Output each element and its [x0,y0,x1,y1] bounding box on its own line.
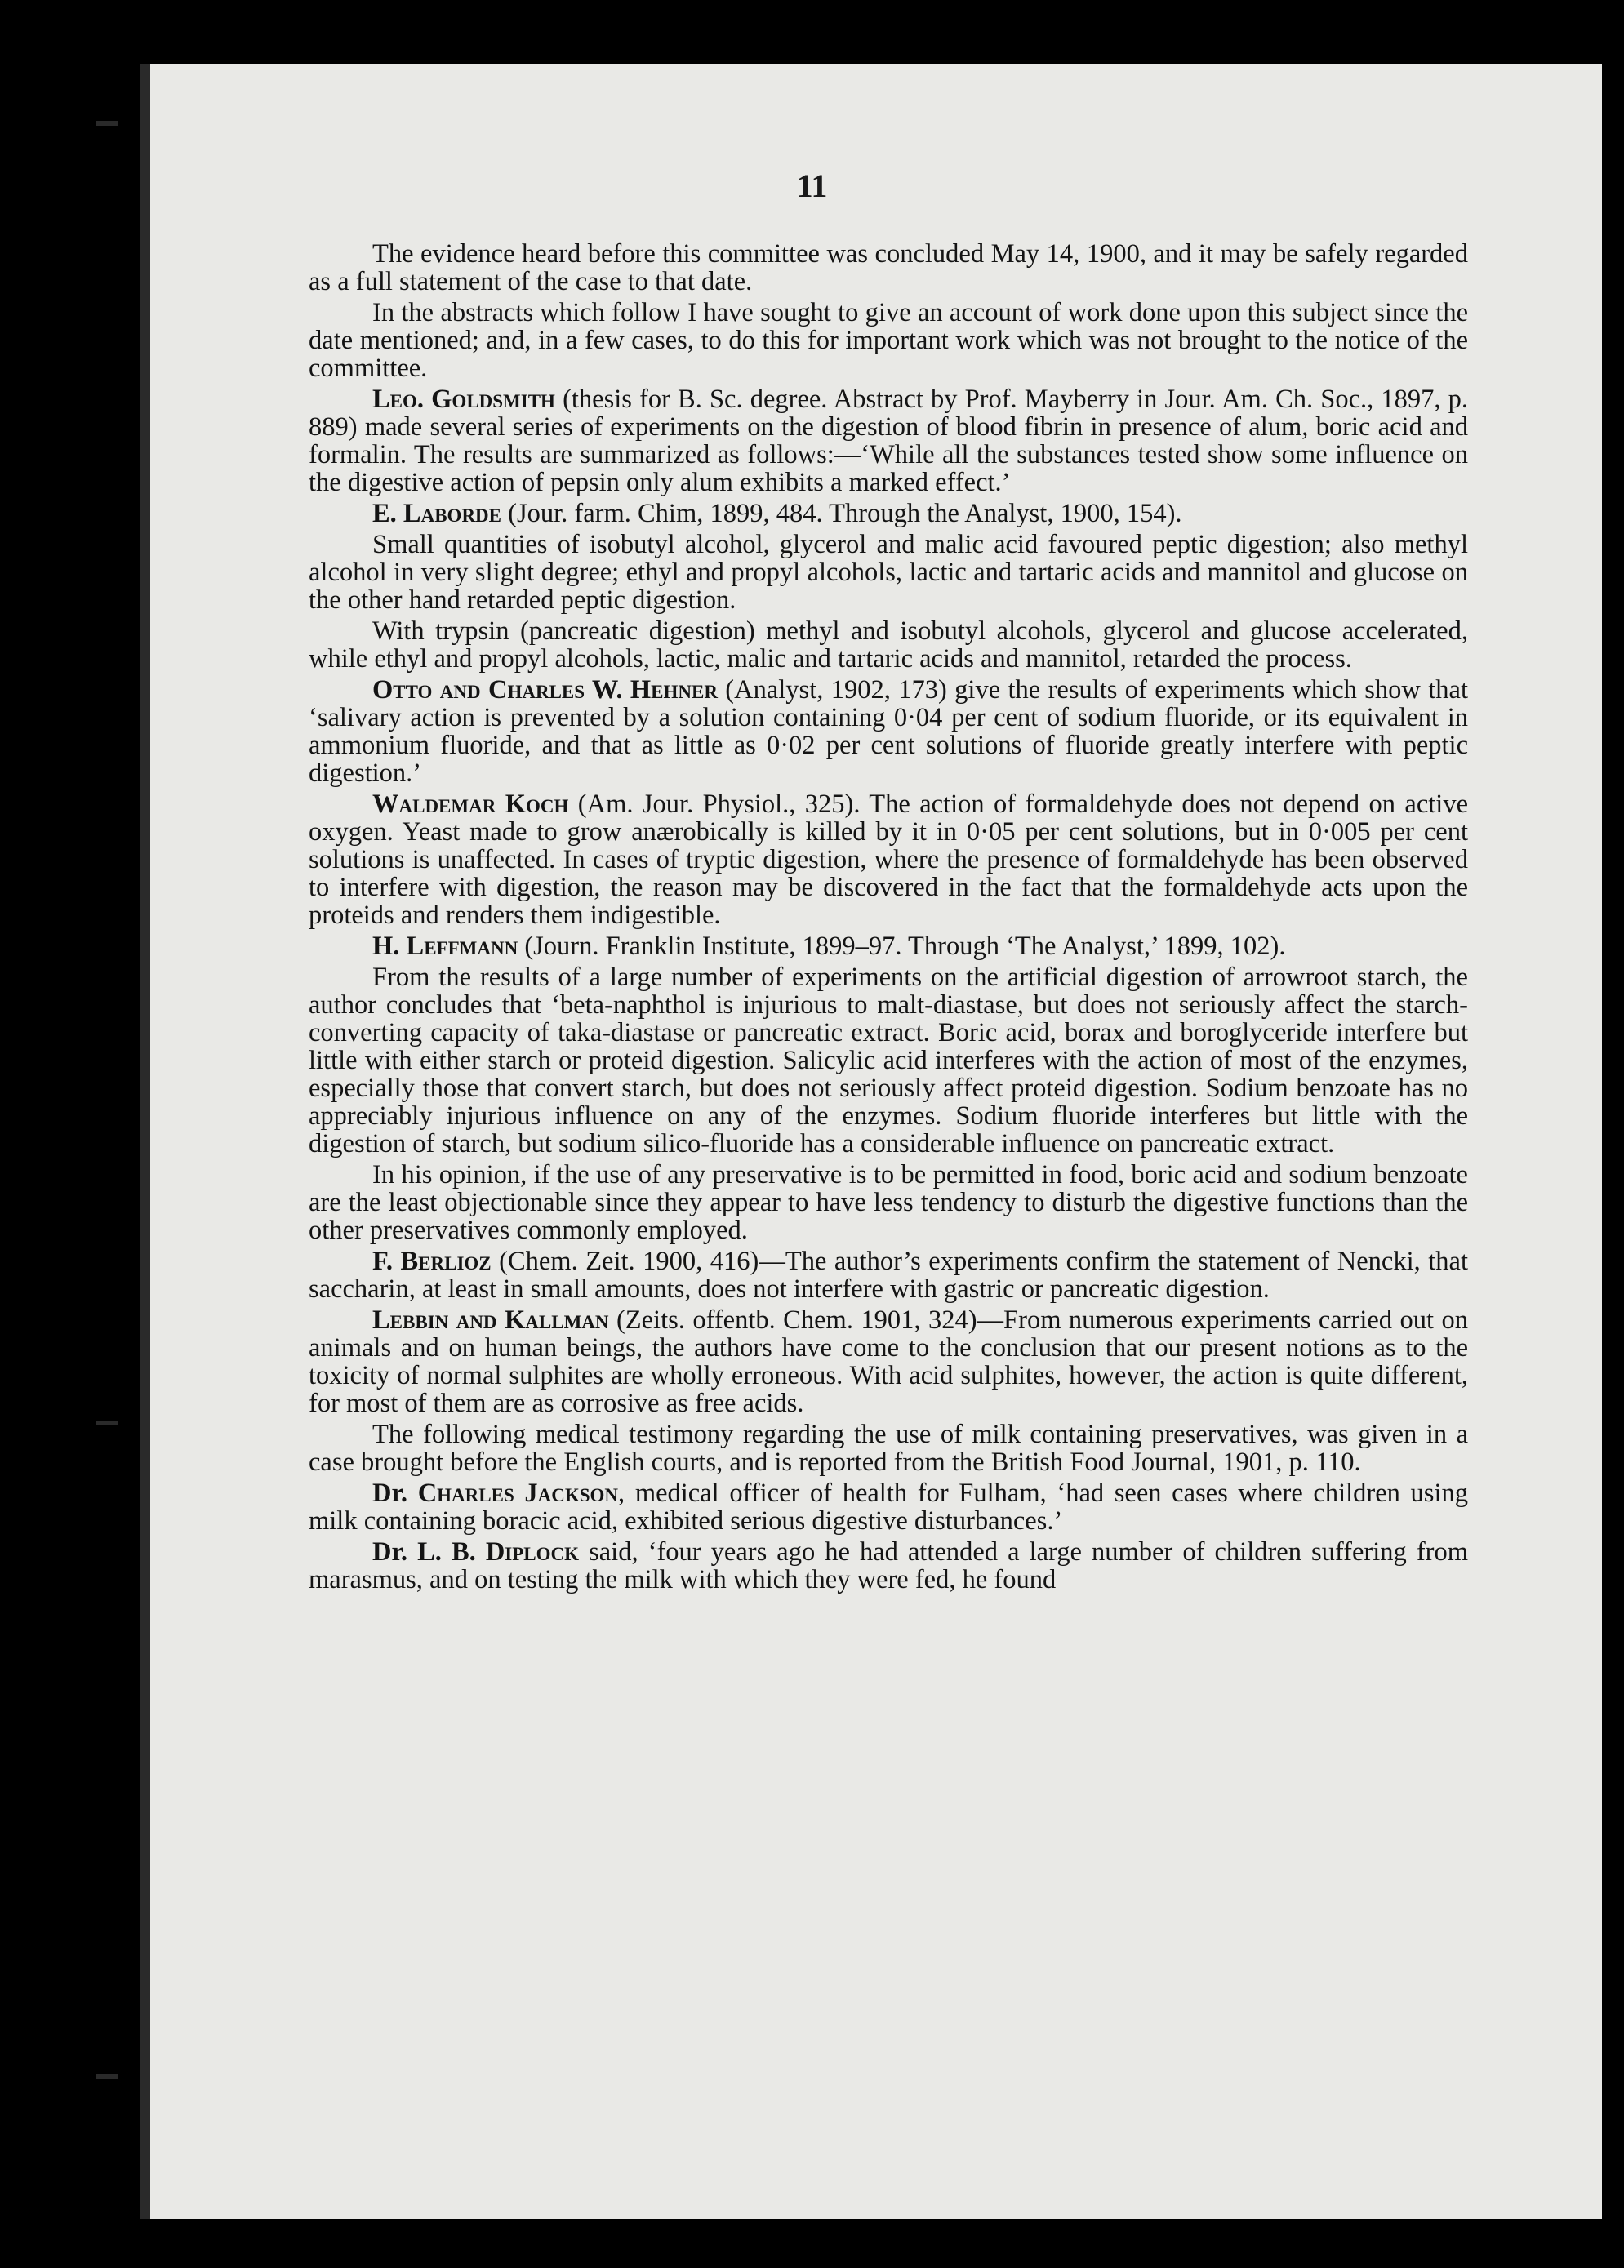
binding-tick [96,1421,118,1425]
paragraph-text: said, ‘four years ago he had attended a large number of children suffering from marasmus, and on testing the milk with which they were fed, he found [309,1537,1468,1594]
paragraph [309,531,1468,614]
paragraph-text: In the abstracts which follow I have sought to give an account of work done upon this subject since the date mentioned; and, in a few cases, to do this for important work which was not brought to the notice of the committee. [309,298,1468,383]
paragraph [309,1421,1468,1476]
paragraph [309,299,1468,382]
paragraph [309,676,1468,787]
author-name: F. Berlioz [372,1247,492,1276]
paragraph-text: (Zeits. offentb. Chem. 1901, 324)—From numerous experiments carried out on animals and on human beings, the authors have come to the conclusion that our present notions as to the toxicity of normal sulphites are wholly erroneous. With acid sulphites, however, the action is quite different, for most of them are as corrosive as free acids. [309,1305,1468,1418]
paragraph-text: The evidence heard before this committee was concluded May 14, 1900, and it may be safely regarded as a full statement of the case to that date. [309,239,1468,296]
author-name: Otto and Charles W. Hehner [372,675,718,705]
binding-tick [96,2074,118,2079]
paragraph [309,385,1468,496]
paragraph-text: (Am. Jour. Physiol., 325). The action of formaldehyde does not depend on active oxygen. Yeast made to grow anærobically is killed by it in 0·05 per cent solutions, but in 0·005 per cent solutions is unaffected. In cases of tryptic digestion, where the presence of formaldehyde has been observed to interfere with digestion, the reason may be discovered in the fact that the formaldehyde acts upon the proteids and renders them indigestible. [309,789,1469,930]
author-prefix: Dr. [372,1479,418,1508]
paragraph-text: From the results of a large number of experiments on the artificial digestion of arrowroot starch, the author concludes that ‘beta-naphthol is injurious to malt-diastase, but does not seriously affect the starch-converting capacity of taka-diastase or pancreatic extract. Boric acid, borax and boroglyceride interfere but little with either starch or proteid digestion. Salicylic acid interferes with the action of most of the enzymes, especially those that convert starch, but does not seriously affect proteid digestion. Sodium benzoate has no appreciably injurious influence on any of the enzymes. Sodium fluoride interferes but little with the digestion of starch, but sodium silico-fluoride has a considerable influence on pancreatic extract. [309,963,1468,1158]
author-name: Charles Jackson [417,1479,619,1508]
paragraph [309,240,1468,296]
paragraph [309,1247,1468,1303]
author-name: Lebbin and Kallman [372,1305,609,1335]
paragraph-text: (Jour. farm. Chim, 1899, 484. Through the Analyst, 1900, 154). [501,499,1182,528]
paragraph [309,500,1468,527]
paragraph [309,617,1468,673]
author-name: H. Leffmann [372,932,518,961]
paragraph [309,790,1468,929]
author-name: L. B. Diplock [417,1537,580,1567]
paragraph-text: In his opinion, if the use of any preservative is to be permitted in food, boric acid and sodium benzoate are the least objectionable since they appear to have less tendency to disturb the digestive functions than the other preservatives commonly employed. [309,1160,1468,1245]
paragraph-text: (Chem. Zeit. 1900, 416)—The author’s experiments confirm the statement of Nencki, that saccharin, at least in small amounts, does not interfere with gastric or pancreatic digestion. [309,1247,1468,1304]
paragraph [309,932,1468,960]
paragraph [309,1538,1468,1594]
author-name: Leo. Goldsmith [372,385,555,414]
author-name: Waldemar Koch [372,789,569,819]
paragraph-text: , medical officer of health for Fulham, ‘had seen cases where children using milk containing boracic acid, exhibited serious digestive disturbances.’ [309,1479,1468,1536]
author-prefix: Dr. [372,1537,418,1567]
paragraph-text: Small quantities of isobutyl alcohol, glycerol and malic acid favoured peptic digestion; also methyl alcohol in very slight degree; ethyl and propyl alcohols, lactic and tartaric acids and mannitol and glucose on the other hand retarded peptic digestion. [309,530,1468,615]
paragraph [309,1161,1468,1244]
author-name: E. Laborde [372,499,502,528]
page-binding-edge [140,64,150,2219]
paragraph-text: The following medical testimony regarding the use of milk containing preservatives, was given in a case brought before the English courts, and is reported from the British Food Journal, 1901, p. 110. [309,1420,1468,1477]
paragraph [309,963,1468,1158]
page-number: 11 [796,167,828,204]
paragraph-text: (thesis for B. Sc. degree. Abstract by Prof. Mayberry in Jour. Am. Ch. Soc., 1897, p. 889) made several series of experiments on the digestion of blood fibrin in presence of alum, boric acid and formalin. The results are summarized as follows:—‘While all the substances tested show some influence on the digestive action of pepsin only alum exhibits a marked effect.’ [309,385,1468,497]
paragraph [309,1479,1468,1535]
paragraph-text: (Journ. Franklin Institute, 1899–97. Through ‘The Analyst,’ 1899, 102). [518,932,1286,961]
paragraph-text: (Analyst, 1902, 173) give the results of experiments which show that ‘salivary action is prevented by a solution containing 0·04 per cent of sodium fluoride, or its equivalent in ammonium fluoride, and that as little as 0·02 per cent solutions of fluoride greatly interfere with peptic digestion.’ [309,675,1468,788]
paragraph-text: With trypsin (pancreatic digestion) methyl and isobutyl alcohols, glycerol and glucose accelerated, while ethyl and propyl alcohols, lactic, malic and tartaric acids and mannitol, retarded the process. [309,616,1468,674]
body-text [309,240,1468,1597]
paragraph [309,1306,1468,1417]
binding-tick [96,121,118,126]
